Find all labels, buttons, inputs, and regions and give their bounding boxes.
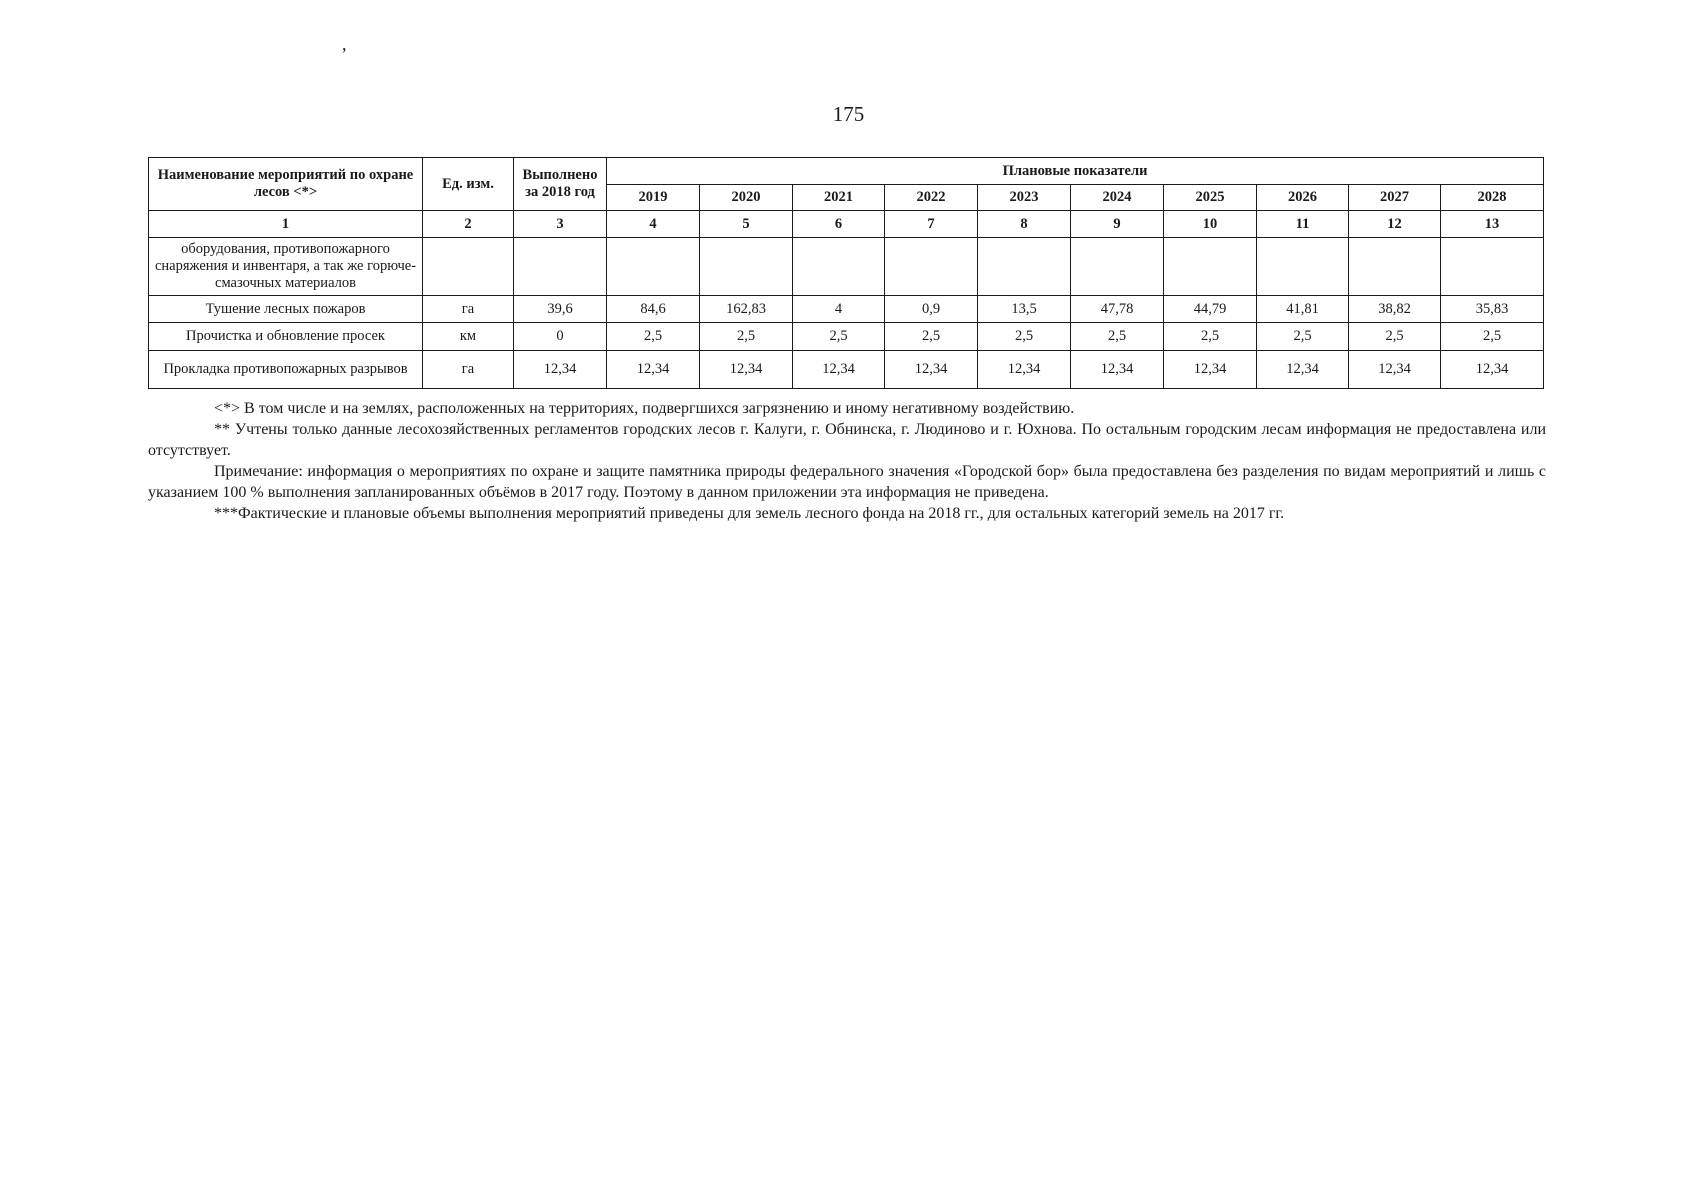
row-name: Прочистка и обновление просек <box>149 323 423 351</box>
table-row <box>149 296 1544 323</box>
column-number: 11 <box>1257 211 1349 238</box>
header-year: 2023 <box>978 185 1071 211</box>
forest-protection-table <box>148 157 1544 389</box>
row-name: Прокладка противопожарных разрывов <box>149 351 423 389</box>
row-value: 12,34 <box>1441 351 1544 389</box>
row-done: 12,34 <box>514 351 607 389</box>
empty-cell <box>1071 238 1164 296</box>
header-year: 2021 <box>793 185 885 211</box>
row-value: 41,81 <box>1257 296 1349 323</box>
empty-cell <box>1257 238 1349 296</box>
header-year: 2024 <box>1071 185 1164 211</box>
row-unit: км <box>423 323 514 351</box>
empty-cell <box>423 238 514 296</box>
row-value: 35,83 <box>1441 296 1544 323</box>
header-unit: Ед. изм. <box>423 158 514 211</box>
row-value: 2,5 <box>1441 323 1544 351</box>
column-number: 13 <box>1441 211 1544 238</box>
continuation-text: оборудования, противопожарного снаряжения и инвентаря, а так же горюче-смазочных материалов <box>149 238 423 296</box>
row-value: 2,5 <box>1349 323 1441 351</box>
row-value: 2,5 <box>700 323 793 351</box>
empty-cell <box>885 238 978 296</box>
column-number: 9 <box>1071 211 1164 238</box>
row-value: 2,5 <box>885 323 978 351</box>
row-value: 13,5 <box>978 296 1071 323</box>
column-number: 4 <box>607 211 700 238</box>
row-value: 47,78 <box>1071 296 1164 323</box>
header-year: 2022 <box>885 185 978 211</box>
column-number: 3 <box>514 211 607 238</box>
row-value: 2,5 <box>793 323 885 351</box>
row-value: 0,9 <box>885 296 978 323</box>
row-value: 4 <box>793 296 885 323</box>
row-value: 2,5 <box>978 323 1071 351</box>
row-value: 2,5 <box>607 323 700 351</box>
row-value: 12,34 <box>700 351 793 389</box>
row-value: 2,5 <box>1257 323 1349 351</box>
row-value: 38,82 <box>1349 296 1441 323</box>
header-done: Выполнено за 2018 год <box>514 158 607 211</box>
scan-mark: , <box>342 34 347 54</box>
row-value: 12,34 <box>607 351 700 389</box>
header-year: 2025 <box>1164 185 1257 211</box>
row-value: 12,34 <box>1164 351 1257 389</box>
column-number: 6 <box>793 211 885 238</box>
header-year: 2028 <box>1441 185 1544 211</box>
empty-cell <box>607 238 700 296</box>
row-done: 39,6 <box>514 296 607 323</box>
column-numbers-row <box>149 211 1544 238</box>
empty-cell <box>1441 238 1544 296</box>
row-value: 2,5 <box>1164 323 1257 351</box>
row-value: 162,83 <box>700 296 793 323</box>
footnotes <box>148 398 1546 524</box>
header-year: 2027 <box>1349 185 1441 211</box>
footnote: <*> В том числе и на землях, расположенных на территориях, подвергшихся загрязнению и иному негативному воздействию. <box>214 400 1075 417</box>
row-value: 2,5 <box>1071 323 1164 351</box>
row-name: Тушение лесных пожаров <box>149 296 423 323</box>
row-value: 12,34 <box>1257 351 1349 389</box>
empty-cell <box>978 238 1071 296</box>
continuation-row <box>149 238 1544 296</box>
header-row <box>149 158 1544 185</box>
header-planned: Плановые показатели <box>607 158 1544 185</box>
row-value: 12,34 <box>978 351 1071 389</box>
column-number: 2 <box>423 211 514 238</box>
row-value: 12,34 <box>1349 351 1441 389</box>
row-value: 12,34 <box>1071 351 1164 389</box>
table-row <box>149 351 1544 389</box>
column-number: 1 <box>149 211 423 238</box>
row-unit: га <box>423 296 514 323</box>
column-number: 5 <box>700 211 793 238</box>
row-value: 44,79 <box>1164 296 1257 323</box>
page-number: 175 <box>832 102 865 126</box>
empty-cell <box>1164 238 1257 296</box>
footnote: Примечание: информация о мероприятиях по охране и защите памятника природы федерального значения «Городской бор» была предоставлена без разделения по видам мероприятий и лишь с указанием 100 % выполнения запланированных объёмов в 2017 году. Поэтому в данном приложении эта информация не приведена. <box>148 463 1546 501</box>
empty-cell <box>700 238 793 296</box>
row-done: 0 <box>514 323 607 351</box>
row-value: 84,6 <box>607 296 700 323</box>
column-number: 7 <box>885 211 978 238</box>
row-value: 12,34 <box>885 351 978 389</box>
column-number: 8 <box>978 211 1071 238</box>
footnote: ***Фактические и плановые объемы выполнения мероприятий приведены для земель лесного фонда на 2018 гг., для остальных категорий земель на 2017 гг. <box>214 505 1285 522</box>
row-unit: га <box>423 351 514 389</box>
column-number: 10 <box>1164 211 1257 238</box>
empty-cell <box>1349 238 1441 296</box>
header-name: Наименование мероприятий по охране лесов <*> <box>149 158 423 211</box>
column-number: 12 <box>1349 211 1441 238</box>
header-year: 2019 <box>607 185 700 211</box>
empty-cell <box>793 238 885 296</box>
row-value: 12,34 <box>793 351 885 389</box>
header-year: 2020 <box>700 185 793 211</box>
footnote: ** Учтены только данные лесохозяйственных регламентов городских лесов г. Калуги, г. Обнинска, г. Людиново и г. Юхнова. По остальным городским лесам информация не предоставлена или отсутствует. <box>148 421 1546 459</box>
empty-cell <box>514 238 607 296</box>
header-year: 2026 <box>1257 185 1349 211</box>
table-row <box>149 323 1544 351</box>
